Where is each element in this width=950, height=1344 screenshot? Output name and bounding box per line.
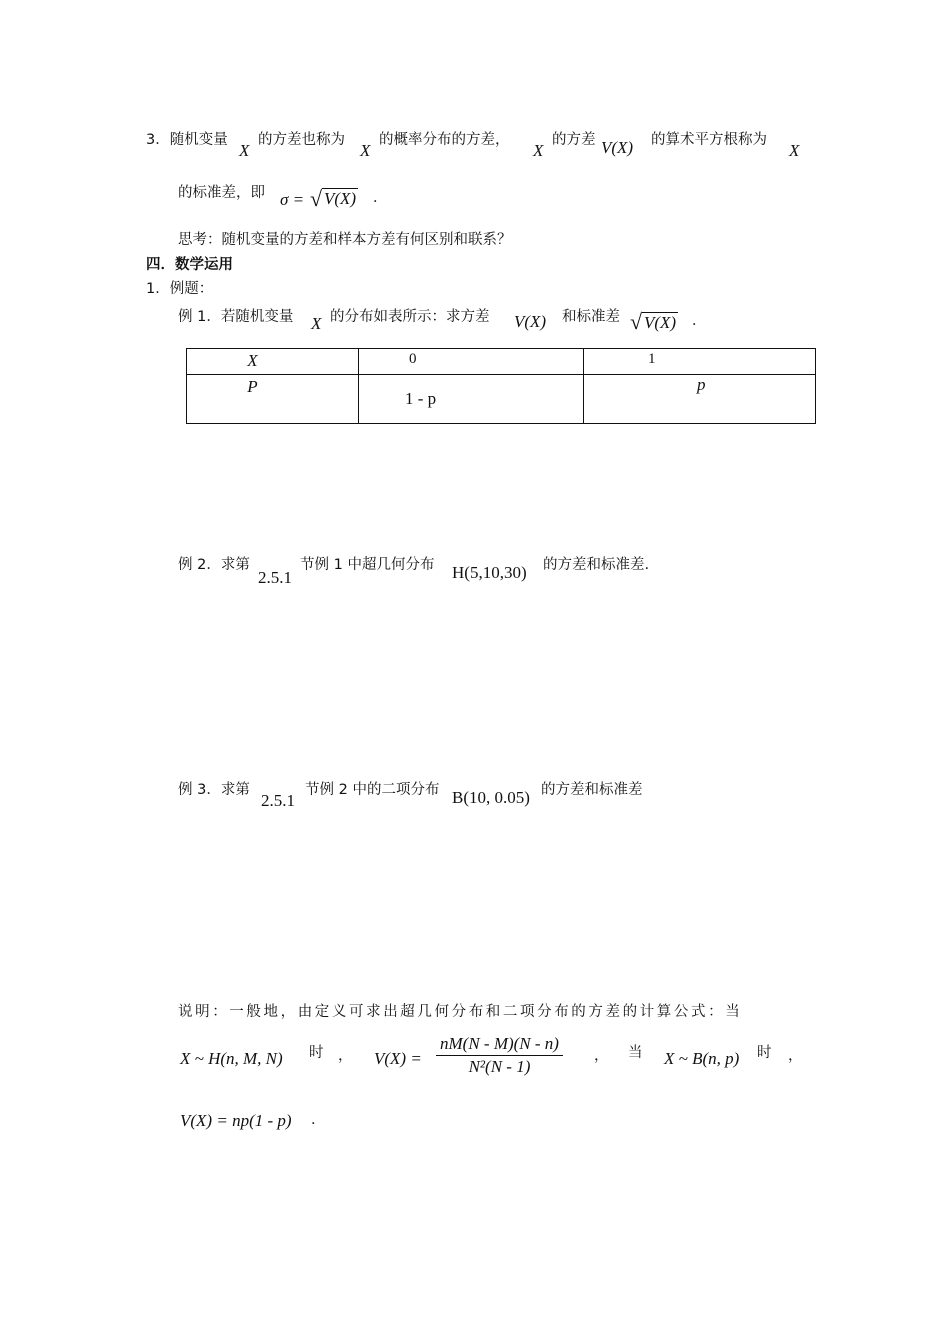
table-prob-1: p <box>697 375 706 394</box>
section3-variance: V(X) <box>601 138 634 157</box>
note-end: ． <box>311 1112 326 1128</box>
note-fraction-denominator: N²(N - 1) <box>468 1057 531 1076</box>
table-header-p: P <box>247 377 258 396</box>
section3-var-x4: X <box>789 141 800 160</box>
section3-var-x1: X <box>239 141 250 160</box>
example3-distribution: B(10, 0.05) <box>452 788 530 807</box>
table-row <box>187 349 816 375</box>
section3-text-2: 的方差也称为 <box>258 132 345 148</box>
table-prob-0: 1 - p <box>405 389 437 408</box>
example3-section-ref: 2.5.1 <box>261 791 295 810</box>
note-when-1: 时 <box>309 1045 324 1061</box>
section3-sqrt-symbol: √ <box>310 186 323 211</box>
example3-text-2: 的方差和标准差 <box>541 782 643 798</box>
section3-end: ． <box>373 190 388 206</box>
note-dang: 当 <box>628 1045 643 1061</box>
section3-sqrt-argument: V(X) <box>324 189 357 208</box>
example3-label: 例 3．求第 <box>178 782 250 798</box>
section3-text-6: 的标准差，即 <box>178 185 265 201</box>
example1-text-1: 的分布如表所示：求方差 <box>330 309 490 325</box>
section3-text-3: 的概率分布的方差， <box>379 132 510 148</box>
section3-var-x3: X <box>533 141 544 160</box>
table-value-0: 0 <box>409 351 417 367</box>
note-line1: 说明：一般地，由定义可求出超几何分布和二项分布的方差的计算公式：当 <box>178 1004 743 1020</box>
note-comma-3: ， <box>788 1048 803 1064</box>
note-fraction <box>436 1034 563 1077</box>
note-hypergeometric: X ~ H(n, M, N) <box>180 1049 283 1068</box>
table-row <box>187 375 816 424</box>
example1-sqrt-argument: V(X) <box>644 313 677 332</box>
example2-text-1: 节例 1 中超几何分布 <box>300 557 435 573</box>
table-cell <box>584 375 816 424</box>
note-comma-2: ， <box>594 1048 609 1064</box>
table-cell <box>187 349 359 375</box>
example2-label: 例 2．求第 <box>178 557 250 573</box>
example2-distribution: H(5,10,30) <box>452 563 527 582</box>
example1-variance: V(X) <box>514 312 547 331</box>
section3-text-5: 的算术平方根称为 <box>651 132 767 148</box>
note-comma-1: ， <box>338 1048 353 1064</box>
distribution-table <box>186 348 816 424</box>
table-cell <box>584 349 816 375</box>
examples-label: 1．例题： <box>146 281 214 297</box>
example2-section-ref: 2.5.1 <box>258 568 292 587</box>
note-fraction-numerator: nM(N - M)(N - n) <box>436 1034 563 1056</box>
think-question: 思考：随机变量的方差和样本方差有何区别和联系？ <box>178 232 512 248</box>
section-heading: 四．数学运用 <box>146 257 233 273</box>
section3-line1 <box>146 128 228 149</box>
table-value-1: 1 <box>648 351 656 367</box>
note-binomial-variance: V(X) = np(1 - p) <box>180 1111 292 1130</box>
example3-text-1: 节例 2 中的二项分布 <box>305 782 440 798</box>
table-cell <box>187 375 359 424</box>
note-binomial: X ~ B(n, p) <box>664 1049 740 1068</box>
example2-text-2: 的方差和标准差. <box>543 557 650 573</box>
table-header-x: X <box>247 351 258 370</box>
example1-var-x: X <box>311 314 322 333</box>
section3-text-1: ．随机变量 <box>155 132 228 148</box>
section3-sigma: σ = <box>280 190 305 209</box>
section3-var-x2: X <box>360 141 371 160</box>
note-variance-eq: V(X) = <box>374 1049 422 1068</box>
table-cell <box>359 375 584 424</box>
section3-text-4: 的方差 <box>552 132 596 148</box>
example1-sqrt-symbol: √ <box>630 309 643 334</box>
example1-label: 例 1．若随机变量 <box>178 309 294 325</box>
example1-end: ． <box>692 313 707 329</box>
section3-number: 3 <box>146 132 156 148</box>
note-when-2: 时 <box>757 1045 772 1061</box>
table-cell <box>359 349 584 375</box>
example1-text-2: 和标准差 <box>562 309 620 325</box>
